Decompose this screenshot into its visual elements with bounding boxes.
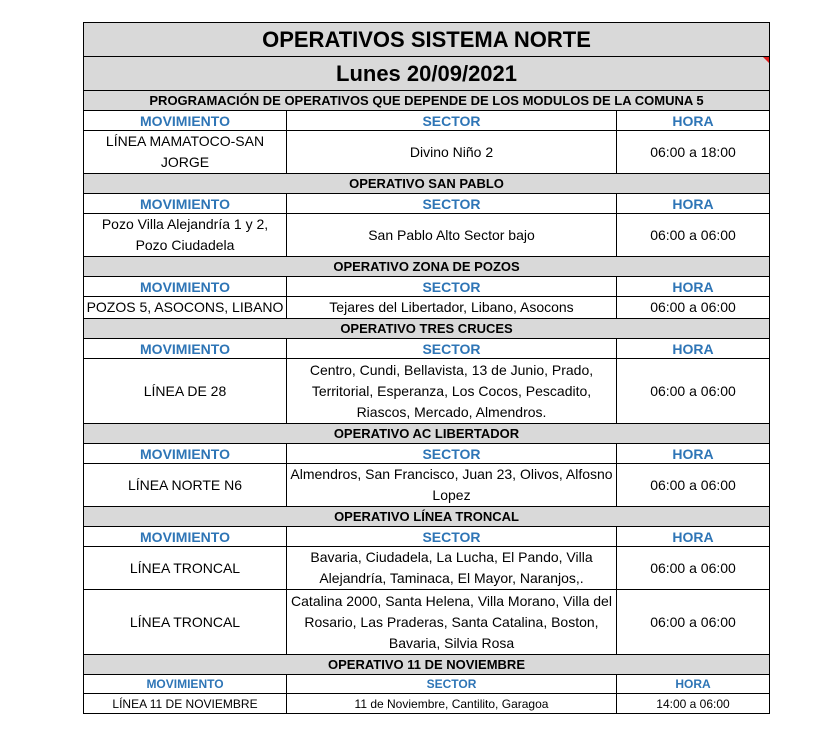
sector-cell: Almendros, San Francisco, Juan 23, Olivos, Alfosno Lopez [287,464,617,507]
section-title: OPERATIVO SAN PABLO [84,174,770,194]
column-header-row [84,277,770,297]
movimiento-cell: LÍNEA TRONCAL [84,590,287,655]
column-header-sector: SECTOR [287,527,617,547]
comment-indicator-icon [763,57,769,63]
column-header-sector: SECTOR [287,339,617,359]
section-row [84,174,770,194]
column-header-row [84,111,770,131]
date-row [84,57,770,91]
column-header-row [84,444,770,464]
column-header-sector: SECTOR [287,277,617,297]
section-row [84,257,770,277]
sector-cell: Catalina 2000, Santa Helena, Villa Morano, Villa del Rosario, Las Praderas, Santa Catalina, Boston, Bavaria, Silvia Rosa [287,590,617,655]
movimiento-cell: LÍNEA DE 28 [84,359,287,424]
hora-cell: 06:00 a 06:00 [617,464,770,507]
column-header-sector: SECTOR [287,444,617,464]
column-header-movimiento: MOVIMIENTO [84,527,287,547]
column-header-sector: SECTOR [287,675,617,694]
schedule-body [84,23,770,714]
movimiento-cell: Pozo Villa Alejandría 1 y 2, Pozo Ciudadela [84,214,287,257]
sector-cell: Bavaria, Ciudadela, La Lucha, El Pando, Villa Alejandría, Taminaca, El Mayor, Naranjos,. [287,547,617,590]
hora-cell: 06:00 a 06:00 [617,359,770,424]
sector-cell: Divino Niño 2 [287,131,617,174]
column-header-row [84,527,770,547]
section-row [84,655,770,675]
column-header-hora: HORA [617,194,770,214]
column-header-row [84,194,770,214]
sector-cell: San Pablo Alto Sector bajo [287,214,617,257]
table-row [84,590,770,655]
section-title: OPERATIVO TRES CRUCES [84,319,770,339]
date-title: Lunes 20/09/2021 [336,60,518,86]
section-title: OPERATIVO LÍNEA TRONCAL [84,507,770,527]
column-header-hora: HORA [617,111,770,131]
column-header-movimiento: MOVIMIENTO [84,444,287,464]
column-header-hora: HORA [617,675,770,694]
column-header-movimiento: MOVIMIENTO [84,339,287,359]
hora-cell: 06:00 a 06:00 [617,214,770,257]
column-header-sector: SECTOR [287,111,617,131]
sector-cell: Centro, Cundi, Bellavista, 13 de Junio, Prado, Territorial, Esperanza, Los Cocos, Pescadito, Riascos, Mercado, Almendros. [287,359,617,424]
sector-cell: 11 de Noviembre, Cantilito, Garagoa [287,694,617,714]
movimiento-cell: POZOS 5, ASOCONS, LIBANO [84,297,287,319]
column-header-sector: SECTOR [287,194,617,214]
column-header-movimiento: MOVIMIENTO [84,111,287,131]
column-header-movimiento: MOVIMIENTO [84,277,287,297]
table-row [84,547,770,590]
section-title: OPERATIVO 11 DE NOVIEMBRE [84,655,770,675]
section-row [84,507,770,527]
section-title: PROGRAMACIÓN DE OPERATIVOS QUE DEPENDE DE LOS MODULOS DE LA COMUNA 5 [84,91,770,111]
section-title: OPERATIVO AC LIBERTADOR [84,424,770,444]
table-row [84,131,770,174]
column-header-hora: HORA [617,277,770,297]
movimiento-cell: LÍNEA NORTE N6 [84,464,287,507]
hora-cell: 06:00 a 06:00 [617,297,770,319]
table-row [84,297,770,319]
hora-cell: 06:00 a 06:00 [617,547,770,590]
column-header-row [84,675,770,694]
column-header-movimiento: MOVIMIENTO [84,675,287,694]
table-row [84,214,770,257]
column-header-movimiento: MOVIMIENTO [84,194,287,214]
section-row [84,319,770,339]
column-header-hora: HORA [617,339,770,359]
column-header-hora: HORA [617,444,770,464]
movimiento-cell: LÍNEA 11 DE NOVIEMBRE [84,694,287,714]
section-row [84,91,770,111]
column-header-hora: HORA [617,527,770,547]
table-row [84,359,770,424]
table-row [84,694,770,714]
movimiento-cell: LÍNEA TRONCAL [84,547,287,590]
section-row [84,424,770,444]
movimiento-cell: LÍNEA MAMATOCO-SAN JORGE [84,131,287,174]
table-row [84,464,770,507]
date-cell [84,57,770,91]
title-row [84,23,770,57]
hora-cell: 06:00 a 18:00 [617,131,770,174]
column-header-row [84,339,770,359]
schedule-sheet [83,22,769,714]
hora-cell: 06:00 a 06:00 [617,590,770,655]
sector-cell: Tejares del Libertador, Libano, Asocons [287,297,617,319]
schedule-table [83,22,770,714]
hora-cell: 14:00 a 06:00 [617,694,770,714]
page-title: OPERATIVOS SISTEMA NORTE [84,23,770,57]
section-title: OPERATIVO ZONA DE POZOS [84,257,770,277]
